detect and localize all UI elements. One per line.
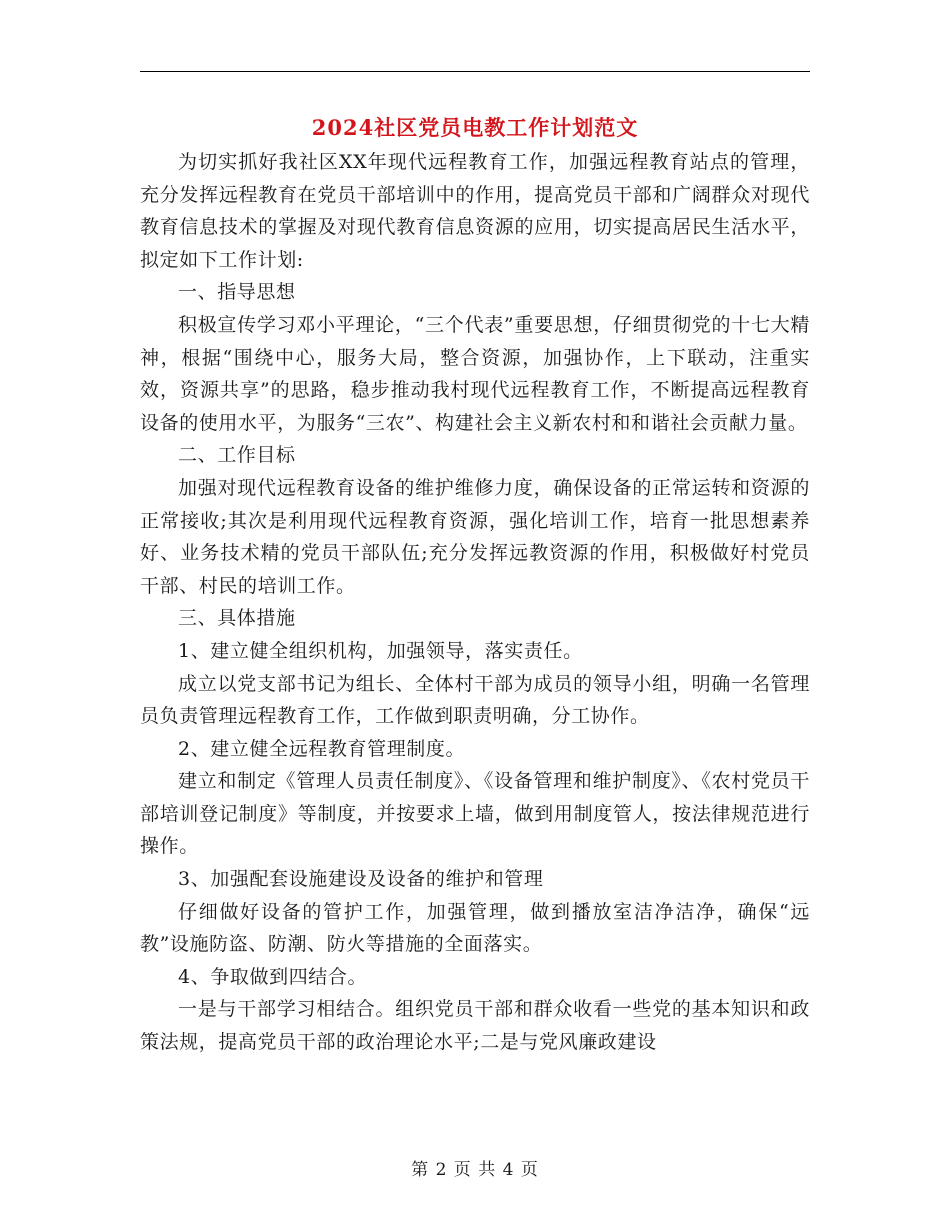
measure-4-heading: 4、争取做到四结合。 [178,965,368,988]
header-rule [140,71,810,72]
measure-3-paragraph: 仔细做好设备的管护工作，加强管理，做到播放室洁净洁净，确保“远教”设施防盗、防潮、防火等措施的全面落实。 [140,900,810,956]
intro-paragraph: 为切实抓好我社区XX年现代远程教育工作，加强远程教育站点的管理，充分发挥远程教育在党员干部培训中的作用，提高党员干部和广阔群众对现代教育信息技术的掌握及对现代教育信息资源的应用，切实提高居民生活水平，拟定如下工作计划: [140,151,810,271]
measure-3-heading: 3、加强配套设施建设及设备的维护和管理 [178,868,544,891]
section-heading-specific-measures: 三、具体措施 [178,607,296,630]
work-goals-paragraph: 加强对现代远程教育设备的维护维修力度，确保设备的正常运转和资源的正常接收;其次是利用现代远程教育资源，强化培训工作，培育一批思想素养好、业务技术精的党员干部队伍;充分发挥远教资源的作用，积极做好村党员干部、村民的培训工作。 [140,476,810,597]
guiding-ideology-paragraph: 积极宣传学习邓小平理论，“三个代表”重要思想，仔细贯彻党的十七大精神，根据“围绕中心，服务大局，整合资源，加强协作，上下联动，注重实效，资源共享”的思路，稳步推动我村现代远程教育工作，不断提高远程教育设备的使用水平，为服务“三农”、构建社会主义新农村和和谐社会贡献力量。 [140,313,810,434]
measure-2-paragraph: 建立和制定《管理人员责任制度》、《设备管理和维护制度》、《农村党员干部培训登记制度》等制度，并按要求上墙，做到用制度管人，按法律规范进行操作。 [140,770,810,858]
measure-2-heading: 2、建立健全远程教育管理制度。 [178,737,466,760]
section-heading-guiding-ideology: 一、指导思想 [178,281,296,304]
document-title: 2024社区党员电教工作计划范文 [311,115,639,140]
section-heading-work-goals: 二、工作目标 [178,444,296,467]
measure-1-paragraph: 成立以党支部书记为组长、全体村干部为成员的领导小组，明确一名管理员负责管理远程教育工作，工作做到职责明确，分工协作。 [140,672,810,728]
measure-1-heading: 1、建立健全组织机构，加强领导，落实责任。 [178,639,583,662]
document-body [140,146,810,1059]
page-number-footer: 第 2 页 共 4 页 [411,1160,539,1180]
measure-4-paragraph: 一是与干部学习相结合。组织党员干部和群众收看一些党的基本知识和政策法规，提高党员干部的政治理论水平;二是与党风廉政建设 [140,998,810,1054]
